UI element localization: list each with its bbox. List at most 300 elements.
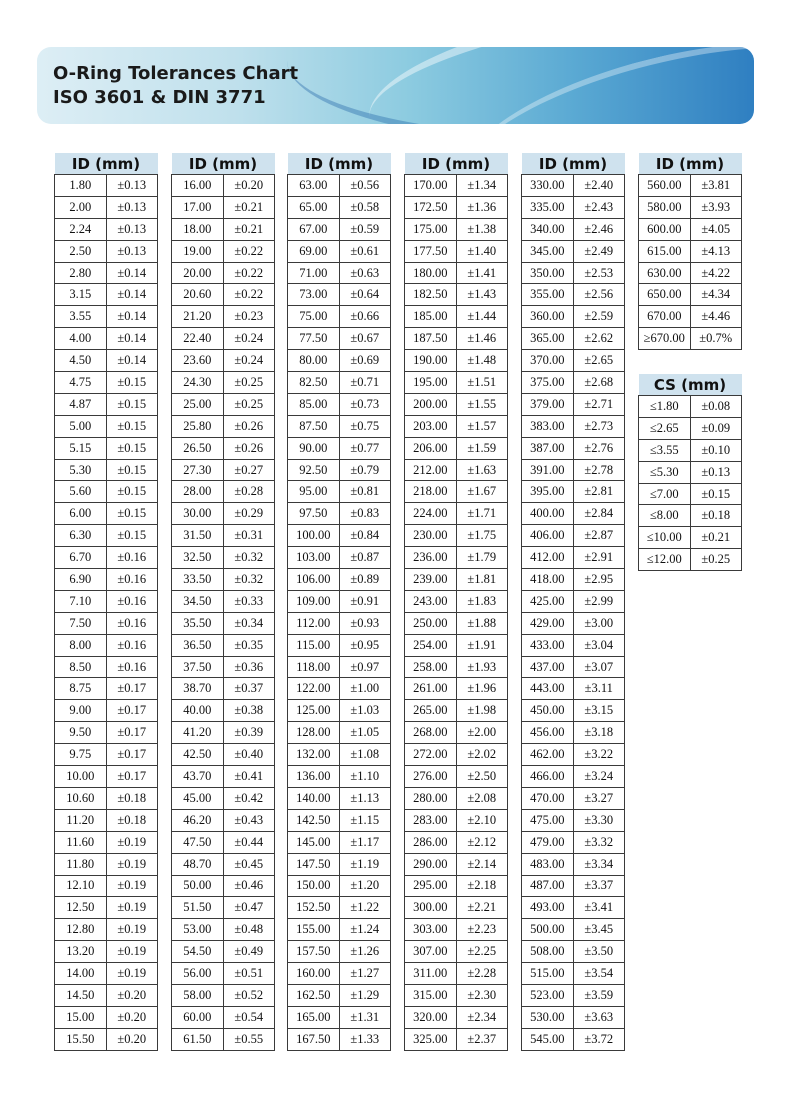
size-cell: 330.00 <box>522 175 574 197</box>
table-row <box>288 875 391 897</box>
size-cell: 22.40 <box>172 328 224 350</box>
tolerance-cell: ±0.16 <box>106 569 158 591</box>
tolerance-cell: ±0.14 <box>106 262 158 284</box>
size-cell: 268.00 <box>405 722 457 744</box>
size-cell: 17.00 <box>172 196 224 218</box>
size-cell: 122.00 <box>288 678 340 700</box>
table-row <box>288 766 391 788</box>
table-row <box>639 175 742 197</box>
tolerance-cell: ±0.15 <box>106 393 158 415</box>
tolerance-cell: ±2.10 <box>456 809 508 831</box>
size-cell: 295.00 <box>405 875 457 897</box>
size-cell: 5.00 <box>55 415 107 437</box>
tolerance-cell: ±0.28 <box>223 481 275 503</box>
table-row <box>639 439 742 461</box>
size-cell: 37.50 <box>172 656 224 678</box>
tolerance-cell: ±2.40 <box>573 175 625 197</box>
size-cell: 456.00 <box>522 722 574 744</box>
tolerance-cell: ±1.15 <box>339 809 391 831</box>
table-row <box>172 525 275 547</box>
table-row <box>405 722 508 744</box>
tolerance-cell: ±0.22 <box>223 240 275 262</box>
size-cell: 7.50 <box>55 612 107 634</box>
table-row <box>405 547 508 569</box>
table-row <box>172 328 275 350</box>
size-cell: 475.00 <box>522 809 574 831</box>
size-cell: 152.50 <box>288 897 340 919</box>
tolerance-cell: ±1.96 <box>456 678 508 700</box>
tolerance-cell: ±1.26 <box>339 941 391 963</box>
size-cell: 412.00 <box>522 547 574 569</box>
size-cell: 147.50 <box>288 853 340 875</box>
table-row <box>405 809 508 831</box>
size-cell: 172.50 <box>405 196 457 218</box>
size-cell: 40.00 <box>172 700 224 722</box>
tolerance-cell: ±0.59 <box>339 218 391 240</box>
table-row <box>172 897 275 919</box>
tolerance-cell: ±1.40 <box>456 240 508 262</box>
table-row <box>405 262 508 284</box>
tolerance-cell: ±3.50 <box>573 941 625 963</box>
size-cell: 6.00 <box>55 503 107 525</box>
size-cell: 177.50 <box>405 240 457 262</box>
tolerance-cell: ±3.81 <box>690 175 742 197</box>
size-cell: 47.50 <box>172 831 224 853</box>
table-row <box>172 262 275 284</box>
size-cell: 395.00 <box>522 481 574 503</box>
table-row <box>55 350 158 372</box>
table-row <box>55 984 158 1006</box>
tolerance-cell: ±0.22 <box>223 262 275 284</box>
table-row <box>522 196 625 218</box>
tolerance-cell: ±2.34 <box>456 1006 508 1028</box>
size-cell: 20.60 <box>172 284 224 306</box>
table-row <box>639 461 742 483</box>
tolerance-cell: ±0.79 <box>339 459 391 481</box>
table-row <box>55 853 158 875</box>
table-row <box>288 963 391 985</box>
size-cell: 325.00 <box>405 1028 457 1050</box>
size-cell: 10.00 <box>55 766 107 788</box>
tolerance-cell: ±3.45 <box>573 919 625 941</box>
tolerance-cell: ±0.24 <box>223 350 275 372</box>
tolerance-cell: ±2.12 <box>456 831 508 853</box>
tolerance-cell: ±0.21 <box>223 218 275 240</box>
table-row <box>288 218 391 240</box>
tolerance-cell: ±1.51 <box>456 372 508 394</box>
size-cell: 375.00 <box>522 372 574 394</box>
tolerance-cell: ±3.27 <box>573 787 625 809</box>
table-row <box>288 437 391 459</box>
size-cell: 379.00 <box>522 393 574 415</box>
size-cell: 51.50 <box>172 897 224 919</box>
tolerance-cell: ±0.19 <box>106 875 158 897</box>
tolerance-cell: ±0.15 <box>106 372 158 394</box>
size-cell: 466.00 <box>522 766 574 788</box>
tolerance-cell: ±0.81 <box>339 481 391 503</box>
size-cell: 95.00 <box>288 481 340 503</box>
size-cell: 630.00 <box>639 262 691 284</box>
size-cell: 450.00 <box>522 700 574 722</box>
size-cell: 6.90 <box>55 569 107 591</box>
table-row <box>172 240 275 262</box>
size-cell: 406.00 <box>522 525 574 547</box>
table-row <box>405 984 508 1006</box>
table-row <box>288 919 391 941</box>
size-cell: 165.00 <box>288 1006 340 1028</box>
table-row <box>522 590 625 612</box>
table-row <box>522 372 625 394</box>
size-cell: 580.00 <box>639 196 691 218</box>
tolerance-cell: ±1.34 <box>456 175 508 197</box>
size-cell: 1.80 <box>55 175 107 197</box>
table-row <box>522 700 625 722</box>
tolerance-cell: ±0.15 <box>106 415 158 437</box>
table-row <box>288 306 391 328</box>
tolerance-cell: ±0.13 <box>106 240 158 262</box>
tolerance-cell: ±0.19 <box>106 941 158 963</box>
tolerance-cell: ±3.59 <box>573 984 625 1006</box>
table-row <box>288 1028 391 1050</box>
tolerance-cell: ±0.16 <box>106 590 158 612</box>
table-row <box>172 481 275 503</box>
size-cell: 2.50 <box>55 240 107 262</box>
table-row <box>55 875 158 897</box>
table-row <box>405 766 508 788</box>
table-row <box>172 678 275 700</box>
table-row <box>405 415 508 437</box>
size-cell: 54.50 <box>172 941 224 963</box>
table-row <box>405 175 508 197</box>
table-row <box>522 678 625 700</box>
table-heading: ID (mm) <box>288 153 391 175</box>
table-heading: ID (mm) <box>405 153 508 175</box>
table-row <box>405 634 508 656</box>
tolerance-cell: ±1.63 <box>456 459 508 481</box>
tolerance-cell: ±2.65 <box>573 350 625 372</box>
tolerance-cell: ±0.35 <box>223 634 275 656</box>
size-cell: 6.70 <box>55 547 107 569</box>
table-row <box>172 612 275 634</box>
tolerance-cell: ±1.57 <box>456 415 508 437</box>
size-cell: 4.87 <box>55 393 107 415</box>
tolerance-cell: ±0.15 <box>106 503 158 525</box>
size-cell: ≥670.00 <box>639 328 691 350</box>
tolerance-cell: ±0.87 <box>339 547 391 569</box>
size-cell: 365.00 <box>522 328 574 350</box>
size-cell: 286.00 <box>405 831 457 853</box>
size-cell: 311.00 <box>405 963 457 985</box>
table-header-row <box>288 153 391 175</box>
table-row <box>172 372 275 394</box>
table-row <box>522 766 625 788</box>
table-row <box>288 525 391 547</box>
table-row <box>522 875 625 897</box>
table-row <box>55 919 158 941</box>
tolerance-cell: ±0.20 <box>106 1006 158 1028</box>
table-row <box>639 483 742 505</box>
table-row <box>405 393 508 415</box>
table-row <box>522 481 625 503</box>
size-cell: 34.50 <box>172 590 224 612</box>
table-row <box>522 328 625 350</box>
size-cell: 500.00 <box>522 919 574 941</box>
size-cell: 63.00 <box>288 175 340 197</box>
size-cell: ≤2.65 <box>639 417 691 439</box>
tolerance-cell: ±0.18 <box>106 787 158 809</box>
size-cell: 125.00 <box>288 700 340 722</box>
tolerance-cell: ±4.13 <box>690 240 742 262</box>
tolerance-cell: ±0.7% <box>690 328 742 350</box>
size-cell: ≤8.00 <box>639 505 691 527</box>
size-cell: 185.00 <box>405 306 457 328</box>
size-cell: 2.00 <box>55 196 107 218</box>
table-row <box>172 744 275 766</box>
table-row <box>55 503 158 525</box>
table-row <box>639 328 742 350</box>
table-row <box>288 284 391 306</box>
table-row <box>522 262 625 284</box>
size-cell: 425.00 <box>522 590 574 612</box>
tolerance-cell: ±0.31 <box>223 525 275 547</box>
table-row <box>55 547 158 569</box>
size-cell: ≤5.30 <box>639 461 691 483</box>
table-row <box>172 766 275 788</box>
tolerance-cell: ±0.83 <box>339 503 391 525</box>
size-cell: 61.50 <box>172 1028 224 1050</box>
table-row <box>639 284 742 306</box>
table-row <box>55 481 158 503</box>
size-cell: 335.00 <box>522 196 574 218</box>
table-row <box>172 875 275 897</box>
size-cell: 182.50 <box>405 284 457 306</box>
size-cell: 25.00 <box>172 393 224 415</box>
tolerance-cell: ±0.77 <box>339 437 391 459</box>
size-cell: 56.00 <box>172 963 224 985</box>
tolerance-cell: ±1.17 <box>339 831 391 853</box>
size-cell: 9.50 <box>55 722 107 744</box>
table-row <box>522 831 625 853</box>
table-row <box>55 196 158 218</box>
table-row <box>639 240 742 262</box>
tolerance-cell: ±2.87 <box>573 525 625 547</box>
table-row <box>405 459 508 481</box>
size-cell: 206.00 <box>405 437 457 459</box>
size-cell: 155.00 <box>288 919 340 941</box>
tolerance-cell: ±2.25 <box>456 941 508 963</box>
size-cell: 230.00 <box>405 525 457 547</box>
size-cell: 12.80 <box>55 919 107 941</box>
tolerance-cell: ±0.91 <box>339 590 391 612</box>
table-row <box>55 941 158 963</box>
tolerance-cell: ±0.13 <box>690 461 742 483</box>
size-cell: 5.30 <box>55 459 107 481</box>
tolerance-cell: ±1.91 <box>456 634 508 656</box>
tolerance-cell: ±0.66 <box>339 306 391 328</box>
table-row <box>405 963 508 985</box>
size-cell: 67.00 <box>288 218 340 240</box>
size-cell: 41.20 <box>172 722 224 744</box>
size-cell: 508.00 <box>522 941 574 963</box>
size-cell: 100.00 <box>288 525 340 547</box>
table-row <box>288 350 391 372</box>
tolerance-cell: ±0.40 <box>223 744 275 766</box>
size-cell: 315.00 <box>405 984 457 1006</box>
table-row <box>288 547 391 569</box>
table-row <box>288 678 391 700</box>
tolerance-cell: ±1.88 <box>456 612 508 634</box>
size-cell: 21.20 <box>172 306 224 328</box>
tolerance-cell: ±0.10 <box>690 439 742 461</box>
table-row <box>172 218 275 240</box>
size-cell: 23.60 <box>172 350 224 372</box>
table-row <box>172 984 275 1006</box>
tolerance-cell: ±3.37 <box>573 875 625 897</box>
tolerance-cell: ±0.13 <box>106 218 158 240</box>
size-cell: 350.00 <box>522 262 574 284</box>
size-cell: 46.20 <box>172 809 224 831</box>
size-cell: 19.00 <box>172 240 224 262</box>
size-cell: 6.30 <box>55 525 107 547</box>
tolerance-cell: ±1.71 <box>456 503 508 525</box>
size-cell: 82.50 <box>288 372 340 394</box>
size-cell: 8.00 <box>55 634 107 656</box>
tolerance-cell: ±0.09 <box>690 417 742 439</box>
table-row <box>288 503 391 525</box>
tolerance-cell: ±0.51 <box>223 963 275 985</box>
page-title-line1: O-Ring Tolerances Chart <box>53 63 299 84</box>
table-row <box>55 897 158 919</box>
tolerance-cell: ±0.18 <box>106 809 158 831</box>
size-cell: 50.00 <box>172 875 224 897</box>
page-title-line2: ISO 3601 & DIN 3771 <box>53 87 266 108</box>
tolerance-cell: ±0.22 <box>223 284 275 306</box>
tolerance-cell: ±0.55 <box>223 1028 275 1050</box>
tolerance-cell: ±1.83 <box>456 590 508 612</box>
size-cell: 10.60 <box>55 787 107 809</box>
tolerance-cell: ±2.00 <box>456 722 508 744</box>
tolerance-cell: ±2.02 <box>456 744 508 766</box>
tolerance-cell: ±0.52 <box>223 984 275 1006</box>
table-row <box>522 722 625 744</box>
size-cell: 27.30 <box>172 459 224 481</box>
tolerance-cell: ±2.14 <box>456 853 508 875</box>
table-heading: ID (mm) <box>172 153 275 175</box>
tolerance-cell: ±2.30 <box>456 984 508 1006</box>
tolerance-cell: ±0.19 <box>106 831 158 853</box>
table-row <box>405 744 508 766</box>
table-row <box>522 525 625 547</box>
size-cell: 600.00 <box>639 218 691 240</box>
tolerance-cell: ±0.26 <box>223 415 275 437</box>
table-row <box>172 590 275 612</box>
tolerance-cell: ±0.41 <box>223 766 275 788</box>
size-cell: 65.00 <box>288 196 340 218</box>
size-cell: 28.00 <box>172 481 224 503</box>
table-header-row <box>639 374 742 396</box>
size-cell: 300.00 <box>405 897 457 919</box>
tolerance-cell: ±3.93 <box>690 196 742 218</box>
tolerance-cell: ±0.23 <box>223 306 275 328</box>
tolerance-cell: ±2.50 <box>456 766 508 788</box>
table-row <box>288 569 391 591</box>
size-cell: 115.00 <box>288 634 340 656</box>
size-cell: 167.50 <box>288 1028 340 1050</box>
tolerance-cell: ±0.16 <box>106 656 158 678</box>
table-row <box>172 853 275 875</box>
table-row <box>288 459 391 481</box>
tolerance-cell: ±2.84 <box>573 503 625 525</box>
tolerance-cell: ±1.36 <box>456 196 508 218</box>
table-row <box>522 503 625 525</box>
size-cell: ≤10.00 <box>639 527 691 549</box>
table-header-row <box>522 153 625 175</box>
table-row <box>522 897 625 919</box>
table-row <box>55 809 158 831</box>
size-cell: 71.00 <box>288 262 340 284</box>
size-cell: 36.50 <box>172 634 224 656</box>
table-header-row <box>639 153 742 175</box>
size-cell: 615.00 <box>639 240 691 262</box>
tolerance-cell: ±0.25 <box>223 393 275 415</box>
size-cell: 106.00 <box>288 569 340 591</box>
table-row <box>288 196 391 218</box>
table-row <box>288 853 391 875</box>
tolerance-cell: ±4.22 <box>690 262 742 284</box>
size-cell: 360.00 <box>522 306 574 328</box>
size-cell: 203.00 <box>405 415 457 437</box>
table-row <box>288 1006 391 1028</box>
tolerance-cell: ±0.89 <box>339 569 391 591</box>
table-row <box>55 612 158 634</box>
table-row <box>55 634 158 656</box>
table-row <box>55 678 158 700</box>
tolerance-cell: ±1.81 <box>456 569 508 591</box>
table-row <box>172 941 275 963</box>
size-cell: 69.00 <box>288 240 340 262</box>
tolerance-cell: ±1.08 <box>339 744 391 766</box>
table-row <box>172 459 275 481</box>
size-cell: 383.00 <box>522 415 574 437</box>
tolerance-cell: ±2.43 <box>573 196 625 218</box>
table-row <box>405 328 508 350</box>
size-cell: 345.00 <box>522 240 574 262</box>
tolerance-cell: ±0.29 <box>223 503 275 525</box>
tolerance-cell: ±0.49 <box>223 941 275 963</box>
table-row <box>522 218 625 240</box>
table-row <box>288 656 391 678</box>
tolerance-cell: ±1.33 <box>339 1028 391 1050</box>
tolerance-cell: ±0.42 <box>223 787 275 809</box>
table-row <box>55 1006 158 1028</box>
table-row <box>405 525 508 547</box>
tolerance-cell: ±0.18 <box>690 505 742 527</box>
size-cell: 112.00 <box>288 612 340 634</box>
tolerance-cell: ±2.76 <box>573 437 625 459</box>
table-row <box>405 240 508 262</box>
size-cell: 320.00 <box>405 1006 457 1028</box>
table-row <box>172 722 275 744</box>
size-cell: 53.00 <box>172 919 224 941</box>
table-row <box>522 415 625 437</box>
tolerance-cell: ±0.20 <box>106 984 158 1006</box>
size-cell: 9.00 <box>55 700 107 722</box>
size-cell: 92.50 <box>288 459 340 481</box>
size-cell: 483.00 <box>522 853 574 875</box>
tolerance-cell: ±3.32 <box>573 831 625 853</box>
table-row <box>55 218 158 240</box>
table-row <box>405 590 508 612</box>
